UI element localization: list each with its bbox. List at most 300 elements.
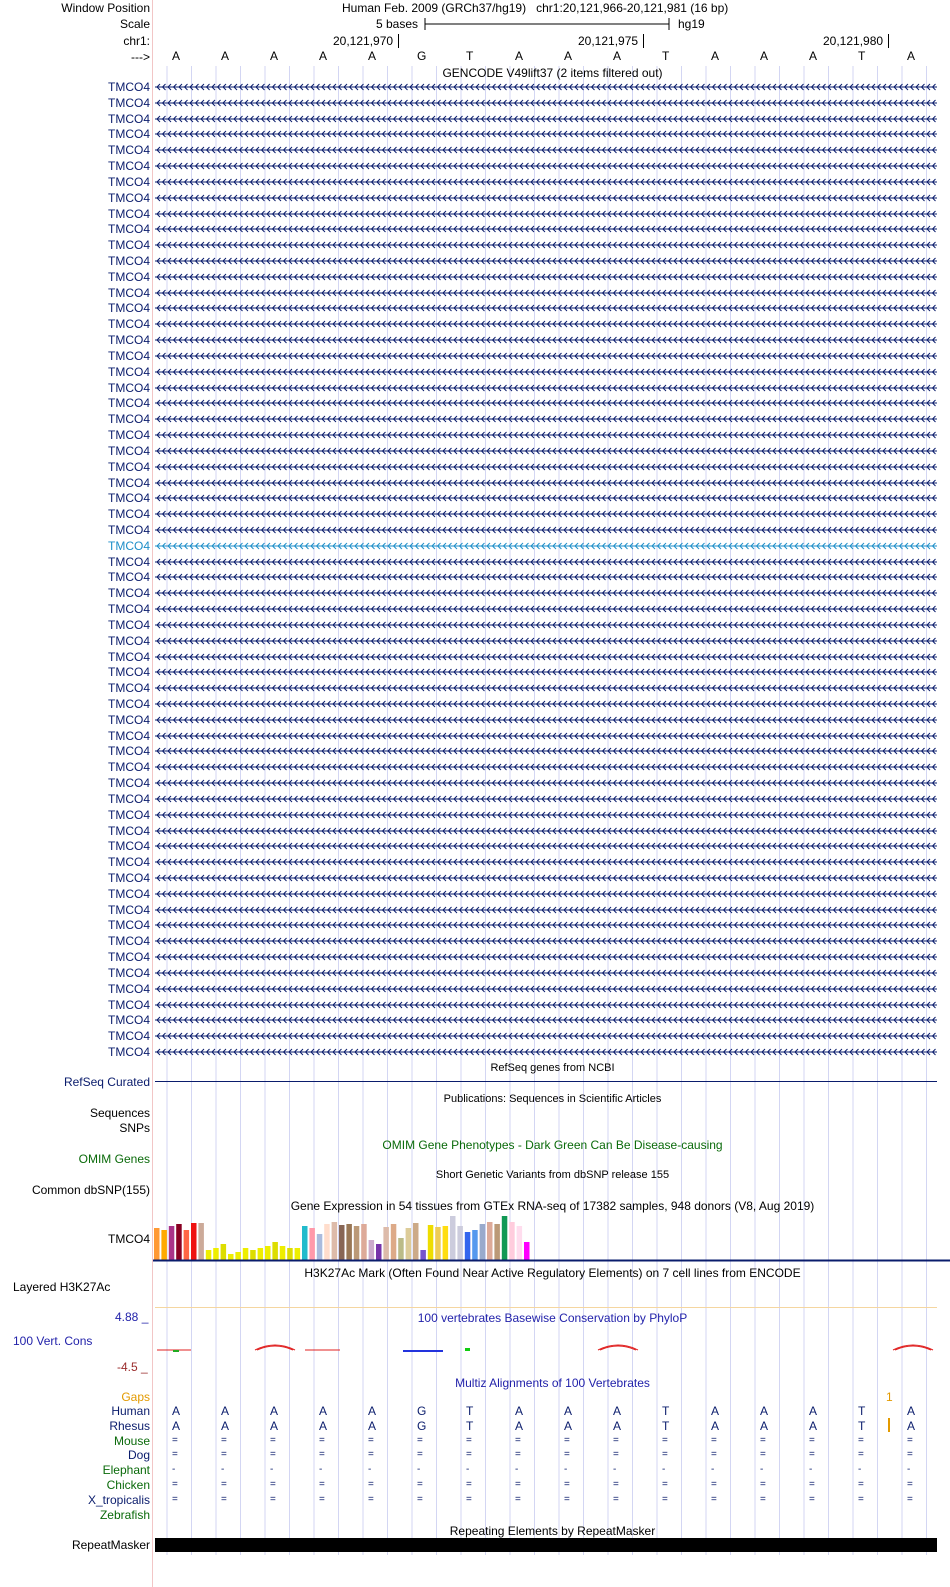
gtex-tissue-bar[interactable] — [369, 1240, 375, 1260]
gene-label[interactable]: TMCO4 — [108, 475, 150, 490]
gene-model[interactable] — [155, 300, 937, 316]
alignment-base: - — [417, 1464, 421, 1476]
alignment-base: T — [466, 1404, 474, 1418]
gtex-tissue-bar[interactable] — [524, 1242, 530, 1260]
gene-label[interactable]: TMCO4 — [108, 127, 150, 142]
gene-label[interactable]: TMCO4 — [108, 222, 150, 237]
gene-model[interactable] — [155, 775, 937, 791]
gtex-tissue-bar[interactable] — [391, 1224, 397, 1260]
gene-label[interactable]: TMCO4 — [108, 1013, 150, 1028]
gene-model[interactable] — [155, 1012, 937, 1028]
gene-row[interactable] — [0, 79, 950, 95]
gene-row[interactable] — [0, 459, 950, 475]
gene-row[interactable] — [0, 1028, 950, 1044]
gene-model[interactable] — [155, 569, 937, 585]
gtex-tissue-bar[interactable] — [295, 1248, 301, 1260]
gene-label[interactable]: TMCO4 — [108, 364, 150, 379]
gene-label[interactable]: TMCO4 — [108, 507, 150, 522]
alignment-base: = — [613, 1449, 619, 1461]
gene-model[interactable] — [155, 902, 937, 918]
gene-model[interactable] — [155, 917, 937, 933]
base-letter: A — [760, 49, 769, 63]
gtex-tissue-bar[interactable] — [324, 1224, 330, 1260]
multiz-track-title[interactable]: Multiz Alignments of 100 Vertebrates — [455, 1376, 650, 1390]
gtex-track-title[interactable]: Gene Expression in 54 tissues from GTEx RNA-seq of 17382 samples, 948 donors (V8, Aug 2019) — [290, 1199, 815, 1213]
gtex-tissue-bar[interactable] — [184, 1230, 190, 1260]
gene-row[interactable] — [0, 253, 950, 269]
gene-model[interactable] — [155, 601, 937, 617]
gene-model[interactable] — [155, 459, 937, 475]
gene-label[interactable]: TMCO4 — [108, 712, 150, 727]
gtex-tissue-bar[interactable] — [406, 1228, 412, 1260]
gene-row[interactable] — [0, 95, 950, 111]
gene-model[interactable] — [155, 269, 937, 285]
gene-model[interactable] — [155, 854, 937, 870]
gene-row[interactable] — [0, 917, 950, 933]
gene-model[interactable] — [155, 285, 937, 301]
gene-model[interactable] — [155, 395, 937, 411]
gtex-tissue-bar[interactable] — [517, 1226, 523, 1260]
gene-row[interactable] — [0, 316, 950, 332]
gene-row[interactable] — [0, 427, 950, 443]
species-label[interactable]: Chicken — [106, 1478, 150, 1492]
gene-model[interactable] — [155, 475, 937, 491]
gtex-tissue-bar[interactable] — [287, 1248, 293, 1260]
gene-label[interactable]: TMCO4 — [108, 1029, 150, 1044]
gene-model[interactable] — [155, 427, 937, 443]
gene-model[interactable] — [155, 364, 937, 380]
gene-model[interactable] — [155, 522, 937, 538]
gene-row[interactable] — [0, 633, 950, 649]
track-label-divider — [152, 0, 153, 1587]
gtex-tissue-bar[interactable] — [250, 1250, 256, 1260]
gene-model[interactable] — [155, 221, 937, 237]
alignment-base: = — [613, 1479, 619, 1490]
alignment-base: - — [613, 1464, 617, 1476]
species-label[interactable]: Human — [111, 1404, 150, 1418]
gtex-tissue-bar[interactable] — [317, 1234, 323, 1260]
alignment-base: = — [417, 1449, 423, 1461]
gtex-tissue-bar[interactable] — [376, 1244, 382, 1260]
gtex-tissue-bar[interactable] — [480, 1224, 486, 1260]
gtex-tissue-bar[interactable] — [465, 1232, 471, 1260]
gene-label[interactable]: TMCO4 — [108, 554, 150, 569]
gene-row[interactable] — [0, 538, 950, 554]
species-label[interactable]: Dog — [127, 1448, 150, 1463]
gene-row[interactable] — [0, 1044, 950, 1060]
gene-label[interactable]: TMCO4 — [108, 269, 150, 284]
gene-label[interactable]: TMCO4 — [108, 886, 150, 901]
gene-label[interactable]: TMCO4 — [108, 760, 150, 775]
gene-label[interactable]: TMCO4 — [108, 111, 150, 126]
gene-row[interactable] — [0, 854, 950, 870]
gtex-track-label[interactable]: TMCO4 — [108, 1232, 150, 1246]
gene-model[interactable] — [155, 759, 937, 775]
repeatmasker-track-label[interactable]: RepeatMasker — [71, 1538, 150, 1552]
gtex-tissue-bar[interactable] — [346, 1224, 352, 1260]
alignment-base: - — [172, 1464, 176, 1476]
gene-model[interactable] — [155, 332, 937, 348]
gtex-tissue-bar[interactable] — [302, 1226, 308, 1260]
gtex-tissue-bar[interactable] — [472, 1230, 478, 1260]
alignment-base: = — [270, 1493, 276, 1505]
alignment-base: = — [711, 1493, 717, 1505]
alignment-base: A — [221, 1418, 230, 1433]
gene-row[interactable] — [0, 221, 950, 237]
gene-model[interactable] — [155, 696, 937, 712]
gtex-tissue-bar[interactable] — [272, 1242, 278, 1260]
gene-row[interactable] — [0, 142, 950, 158]
gtex-tissue-bar[interactable] — [309, 1228, 315, 1260]
gene-label[interactable]: TMCO4 — [108, 586, 150, 601]
gtex-tissue-bar[interactable] — [161, 1230, 167, 1260]
gene-model[interactable] — [155, 838, 937, 854]
gene-model[interactable] — [155, 981, 937, 997]
alignment-base: - — [466, 1464, 470, 1476]
publications-label-snps[interactable]: SNPs — [119, 1121, 150, 1135]
gene-model[interactable] — [155, 933, 937, 949]
gtex-tissue-bar[interactable] — [509, 1222, 515, 1260]
gene-model[interactable] — [155, 538, 937, 554]
gtex-tissue-bar[interactable] — [450, 1216, 456, 1260]
gene-label[interactable]: TMCO4 — [108, 396, 150, 411]
gene-model[interactable] — [155, 743, 937, 759]
gene-model[interactable] — [155, 680, 937, 696]
gtex-tissue-bar[interactable] — [420, 1250, 426, 1260]
gene-model[interactable] — [155, 712, 937, 728]
gene-model[interactable] — [155, 111, 937, 127]
gene-model[interactable] — [155, 126, 937, 142]
alignment-base: A — [564, 1404, 573, 1418]
gene-model[interactable] — [155, 633, 937, 649]
gene-model[interactable] — [155, 206, 937, 222]
omim-track-title[interactable]: OMIM Gene Phenotypes - Dark Green Can Be Disease-causing — [382, 1138, 723, 1152]
gene-row[interactable] — [0, 902, 950, 918]
gene-model[interactable] — [155, 807, 937, 823]
gene-model[interactable] — [155, 649, 937, 665]
gtex-tissue-bar[interactable] — [435, 1227, 441, 1260]
gene-label[interactable]: TMCO4 — [108, 206, 150, 221]
gene-model[interactable] — [155, 728, 937, 744]
gene-row[interactable] — [0, 933, 950, 949]
gene-row[interactable] — [0, 664, 950, 680]
dbsnp-track-title[interactable]: Short Genetic Variants from dbSNP release 155 — [435, 1169, 670, 1181]
gene-model[interactable] — [155, 316, 937, 332]
gtex-tissue-bar[interactable] — [443, 1226, 449, 1260]
gene-label[interactable]: TMCO4 — [108, 428, 150, 443]
gene-label[interactable]: TMCO4 — [108, 190, 150, 205]
gene-row[interactable] — [0, 285, 950, 301]
species-label[interactable]: X_tropicalis — [87, 1492, 150, 1507]
species-label[interactable]: Rhesus — [109, 1418, 150, 1433]
gene-row[interactable] — [0, 728, 950, 744]
dbsnp-track-label[interactable]: Common dbSNP(155) — [31, 1183, 150, 1197]
gene-label[interactable]: TMCO4 — [108, 918, 150, 933]
gene-model[interactable] — [155, 585, 937, 601]
gtex-tissue-bar[interactable] — [243, 1248, 249, 1260]
gtex-tissue-bar[interactable] — [265, 1246, 271, 1260]
gene-row[interactable] — [0, 411, 950, 427]
gene-label[interactable]: TMCO4 — [108, 934, 150, 949]
gene-label[interactable]: TMCO4 — [108, 997, 150, 1012]
gene-model[interactable] — [155, 949, 937, 965]
gene-row[interactable] — [0, 380, 950, 396]
gene-model[interactable] — [155, 142, 937, 158]
gtex-tissue-bar[interactable] — [361, 1224, 367, 1260]
gene-row[interactable] — [0, 475, 950, 491]
omim-track-label[interactable]: OMIM Genes — [78, 1152, 150, 1166]
gene-label[interactable]: TMCO4 — [108, 617, 150, 632]
gtex-tissue-bar[interactable] — [206, 1250, 212, 1260]
alignment-base: = — [711, 1434, 717, 1446]
refseq-gene-line[interactable] — [155, 1081, 937, 1082]
alignment-base: A — [515, 1404, 524, 1418]
refseq-track-label[interactable]: RefSeq Curated — [63, 1075, 150, 1089]
gene-model[interactable] — [155, 411, 937, 427]
gene-label[interactable]: TMCO4 — [108, 238, 150, 253]
gene-label[interactable]: TMCO4 — [108, 443, 150, 458]
gene-label[interactable]: TMCO4 — [108, 174, 150, 189]
gene-label[interactable]: TMCO4 — [108, 538, 150, 553]
gene-label[interactable]: TMCO4 — [108, 807, 150, 822]
gene-label[interactable]: TMCO4 — [108, 459, 150, 474]
gtex-tissue-bar[interactable] — [176, 1224, 182, 1260]
gene-model[interactable] — [155, 664, 937, 680]
gene-row[interactable] — [0, 807, 950, 823]
gene-model[interactable] — [155, 823, 937, 839]
alignment-base: = — [172, 1493, 178, 1505]
gene-label[interactable]: TMCO4 — [108, 317, 150, 332]
base-letter: A — [368, 49, 377, 63]
species-label[interactable]: Mouse — [113, 1433, 150, 1448]
gene-row[interactable] — [0, 775, 950, 791]
gene-row[interactable] — [0, 364, 950, 380]
alignment-base: A — [368, 1418, 377, 1433]
gtex-bar-chart[interactable] — [153, 1214, 950, 1262]
alignment-base: A — [809, 1404, 818, 1418]
gene-row[interactable] — [0, 126, 950, 142]
gtex-tissue-bar[interactable] — [198, 1223, 204, 1260]
gene-row[interactable] — [0, 237, 950, 253]
gene-label[interactable]: TMCO4 — [108, 776, 150, 791]
gene-row[interactable] — [0, 886, 950, 902]
gtex-tissue-bar[interactable] — [258, 1248, 264, 1260]
gene-label[interactable]: TMCO4 — [108, 602, 150, 617]
publications-track-title[interactable]: Publications: Sequences in Scientific Articles — [443, 1093, 662, 1105]
alignment-base: = — [221, 1449, 227, 1461]
gene-row[interactable] — [0, 870, 950, 886]
gtex-tissue-bar[interactable] — [191, 1223, 197, 1260]
gene-label[interactable]: TMCO4 — [108, 902, 150, 917]
gene-row[interactable] — [0, 522, 950, 538]
gtex-tissue-bar[interactable] — [228, 1254, 234, 1260]
gene-label[interactable]: TMCO4 — [108, 412, 150, 427]
gene-row[interactable] — [0, 300, 950, 316]
gene-row[interactable] — [0, 348, 950, 364]
gene-label[interactable]: TMCO4 — [108, 348, 150, 363]
gene-label[interactable]: TMCO4 — [108, 855, 150, 870]
refseq-track-title[interactable]: RefSeq genes from NCBI — [490, 1062, 615, 1074]
gtex-tissue-bar[interactable] — [502, 1216, 508, 1260]
alignment-base: = — [907, 1449, 913, 1461]
gene-row[interactable] — [0, 269, 950, 285]
gene-row[interactable] — [0, 680, 950, 696]
gene-label[interactable]: TMCO4 — [108, 791, 150, 806]
alignment-base: = — [515, 1434, 521, 1446]
gene-label[interactable]: TMCO4 — [108, 570, 150, 585]
gene-row[interactable] — [0, 1012, 950, 1028]
species-label[interactable]: Elephant — [102, 1463, 150, 1478]
gene-row[interactable] — [0, 743, 950, 759]
alignment-base: A — [760, 1404, 769, 1418]
repeatmasker-block[interactable] — [155, 1538, 937, 1552]
gene-label[interactable]: TMCO4 — [108, 380, 150, 395]
gene-model[interactable] — [155, 1044, 937, 1060]
gtex-tissue-bar[interactable] — [487, 1222, 493, 1260]
conservation-track-label[interactable]: 100 Vert. Cons — [13, 1334, 93, 1348]
gtex-tissue-bar[interactable] — [398, 1238, 404, 1260]
gene-label[interactable]: TMCO4 — [108, 823, 150, 838]
gtex-tissue-bar[interactable] — [413, 1223, 419, 1260]
gene-model[interactable] — [155, 886, 937, 902]
gene-row[interactable] — [0, 395, 950, 411]
gene-model[interactable] — [155, 554, 937, 570]
gene-model[interactable] — [155, 617, 937, 633]
gene-label[interactable]: TMCO4 — [108, 728, 150, 743]
alignment-base: = — [711, 1449, 717, 1461]
gene-row[interactable] — [0, 554, 950, 570]
gene-label[interactable]: TMCO4 — [108, 965, 150, 980]
alignment-base: = — [809, 1479, 815, 1490]
gene-row[interactable] — [0, 838, 950, 854]
repeatmasker-track-title[interactable]: Repeating Elements by RepeatMasker — [449, 1524, 656, 1538]
gene-label[interactable]: TMCO4 — [108, 522, 150, 537]
gtex-tissue-bar[interactable] — [494, 1224, 500, 1260]
gene-row[interactable] — [0, 443, 950, 459]
gene-row[interactable] — [0, 649, 950, 665]
gtex-tissue-bar[interactable] — [280, 1246, 286, 1260]
gtex-tissue-bar[interactable] — [213, 1248, 219, 1260]
gtex-tissue-bar[interactable] — [235, 1252, 241, 1260]
alignment-base: = — [221, 1434, 227, 1446]
gene-row[interactable] — [0, 158, 950, 174]
alignment-base: A — [613, 1404, 622, 1418]
h3k27ac-track-title[interactable]: H3K27Ac Mark (Often Found Near Active Regulatory Elements) on 7 cell lines from ENCODE — [304, 1266, 801, 1280]
gene-label[interactable]: TMCO4 — [108, 633, 150, 648]
gene-model[interactable] — [155, 380, 937, 396]
gene-model[interactable] — [155, 174, 937, 190]
gene-row[interactable] — [0, 696, 950, 712]
gene-model[interactable] — [155, 490, 937, 506]
gene-model[interactable] — [155, 253, 937, 269]
gene-row[interactable] — [0, 965, 950, 981]
gene-label[interactable]: TMCO4 — [108, 696, 150, 711]
gene-model[interactable] — [155, 348, 937, 364]
gene-model[interactable] — [155, 791, 937, 807]
gene-model[interactable] — [155, 506, 937, 522]
alignment-base: = — [466, 1449, 472, 1461]
alignment-base: = — [662, 1434, 668, 1446]
gencode-track-title[interactable]: GENCODE V49lift37 (2 items filtered out) — [442, 66, 663, 80]
gene-row[interactable] — [0, 617, 950, 633]
gtex-tissue-bar[interactable] — [154, 1228, 160, 1260]
gene-model[interactable] — [155, 997, 937, 1013]
h3k27ac-track-label[interactable]: Layered H3K27Ac — [13, 1280, 111, 1294]
gene-label[interactable]: TMCO4 — [108, 333, 150, 348]
gtex-tissue-bar[interactable] — [457, 1226, 463, 1260]
gene-label[interactable]: TMCO4 — [108, 839, 150, 854]
gtex-tissue-bar[interactable] — [332, 1222, 338, 1260]
gene-label[interactable]: TMCO4 — [108, 744, 150, 759]
gene-label[interactable]: TMCO4 — [108, 143, 150, 158]
gene-row[interactable] — [0, 585, 950, 601]
gene-label[interactable]: TMCO4 — [108, 80, 150, 94]
gene-row[interactable] — [0, 332, 950, 348]
scale-bar-text: 5 bases — [376, 17, 419, 31]
gtex-tissue-bar[interactable] — [383, 1227, 389, 1260]
gene-label[interactable]: TMCO4 — [108, 649, 150, 664]
gene-row[interactable] — [0, 791, 950, 807]
gene-label[interactable]: TMCO4 — [108, 681, 150, 696]
gene-row[interactable] — [0, 601, 950, 617]
gtex-tissue-bar[interactable] — [221, 1244, 227, 1260]
gene-label[interactable]: TMCO4 — [108, 950, 150, 965]
gene-label[interactable]: TMCO4 — [108, 871, 150, 885]
gene-row[interactable] — [0, 759, 950, 775]
gene-model[interactable] — [155, 1028, 937, 1044]
gene-row[interactable] — [0, 490, 950, 506]
gtex-tissue-bar[interactable] — [428, 1225, 434, 1260]
conservation-wiggle[interactable] — [155, 1338, 937, 1358]
gene-label[interactable]: TMCO4 — [108, 254, 150, 269]
gene-row[interactable] — [0, 190, 950, 206]
gene-model[interactable] — [155, 95, 937, 111]
gtex-tissue-bar[interactable] — [339, 1225, 345, 1260]
gene-row[interactable] — [0, 981, 950, 997]
gene-label[interactable]: TMCO4 — [108, 981, 150, 996]
gtex-tissue-bar[interactable] — [354, 1226, 360, 1260]
gene-label[interactable]: TMCO4 — [108, 95, 150, 110]
gene-row[interactable] — [0, 506, 950, 522]
gene-row[interactable] — [0, 997, 950, 1013]
species-label[interactable]: Zebrafish — [99, 1507, 150, 1522]
conservation-track-title[interactable]: 100 vertebrates Basewise Conservation by PhyloP — [417, 1311, 688, 1325]
gene-row[interactable] — [0, 569, 950, 585]
gene-model[interactable] — [155, 443, 937, 459]
gene-label[interactable]: TMCO4 — [108, 665, 150, 680]
gene-row[interactable] — [0, 949, 950, 965]
alignment-base: = — [858, 1434, 864, 1446]
gene-model[interactable] — [155, 190, 937, 206]
gene-model[interactable] — [155, 965, 937, 981]
gtex-tissue-bar[interactable] — [169, 1226, 175, 1260]
gene-row[interactable] — [0, 823, 950, 839]
gene-label[interactable]: TMCO4 — [108, 159, 150, 174]
gene-row[interactable] — [0, 206, 950, 222]
gene-model[interactable] — [155, 237, 937, 253]
gene-model[interactable] — [155, 79, 937, 95]
gene-row[interactable] — [0, 712, 950, 728]
gene-label[interactable]: TMCO4 — [108, 285, 150, 300]
gene-row[interactable] — [0, 111, 950, 127]
publications-label-sequences[interactable]: Sequences — [89, 1106, 150, 1120]
gene-row[interactable] — [0, 174, 950, 190]
gene-model[interactable] — [155, 158, 937, 174]
gene-label[interactable]: TMCO4 — [108, 301, 150, 316]
gene-model[interactable] — [155, 870, 937, 886]
gene-label[interactable]: TMCO4 — [108, 491, 150, 506]
gene-label[interactable]: TMCO4 — [108, 1045, 150, 1060]
